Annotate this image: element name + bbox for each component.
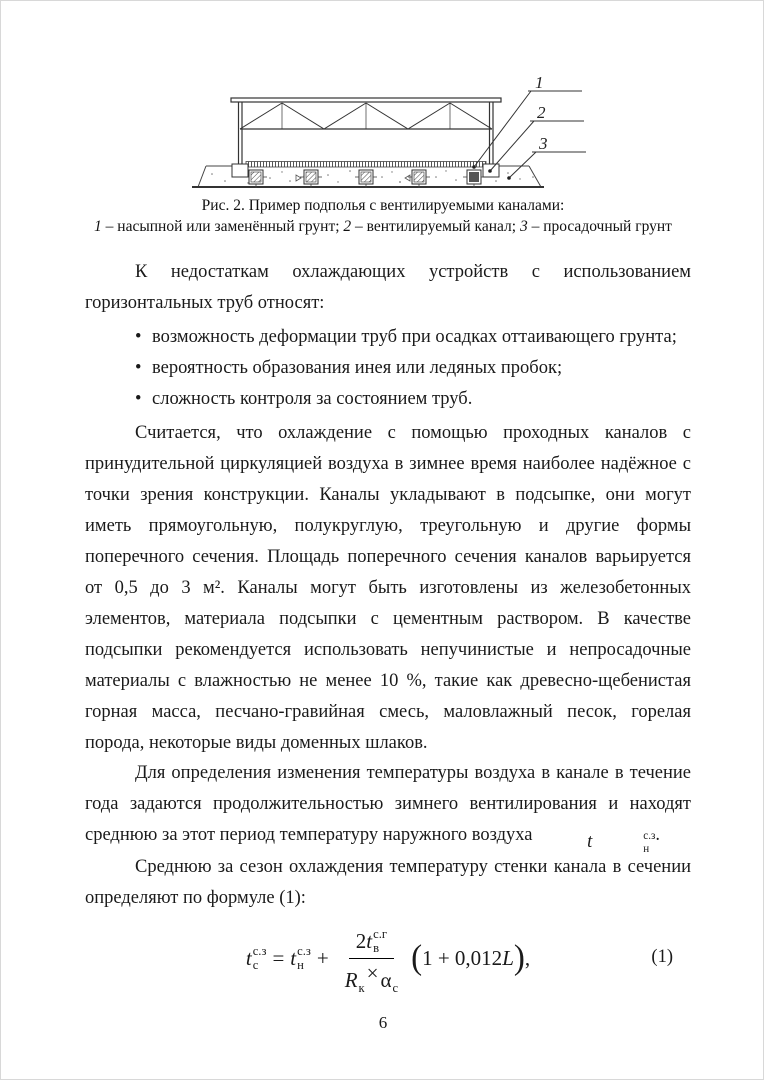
- list-item-text: сложность контроля за состоянием труб.: [152, 389, 473, 409]
- comma: ,: [524, 945, 531, 970]
- callout-label-2: 2: [537, 103, 546, 122]
- equation-number: (1): [651, 947, 673, 967]
- paragraph-temperature-tail: .: [655, 825, 660, 845]
- math-sub: н: [643, 842, 650, 855]
- math-sup: с.з: [252, 943, 267, 958]
- parenthetical-term: [411, 938, 531, 977]
- math-sup: с.г: [373, 926, 388, 941]
- equation-1: [85, 923, 691, 993]
- figure-caption-legend: [1, 217, 764, 238]
- list-item: [85, 384, 691, 415]
- figure-drawing: [178, 65, 588, 201]
- legend-text-2: – вентилируемый канал;: [351, 217, 520, 235]
- paragraph-drawbacks-intro: К недостаткам охлаждающих устройств с использованием горизонтальных труб относят:: [85, 262, 691, 313]
- legend-num-1: 1: [94, 217, 102, 235]
- callout-label-3: 3: [539, 134, 548, 153]
- math-base: t: [290, 945, 297, 970]
- variable-L: L: [502, 945, 514, 970]
- ventilation-channels: [245, 170, 485, 188]
- figure-caption: [1, 196, 764, 237]
- paragraph-temperature: [85, 758, 691, 858]
- page-number: 6: [378, 1013, 388, 1032]
- callout-3: [507, 134, 586, 180]
- figure-caption-title: Рис. 2. Пример подполья с вентилируемыми каналами:: [201, 197, 565, 214]
- list-item: [85, 322, 691, 353]
- callout-2: [488, 103, 584, 173]
- math-sub: в: [373, 941, 380, 956]
- channel: [300, 170, 322, 188]
- math-base: t: [366, 928, 373, 953]
- legend-num-3: 3: [519, 217, 528, 235]
- math-base: α: [380, 968, 392, 993]
- plus-sign: +: [316, 945, 329, 970]
- list-item: [85, 353, 691, 384]
- floor-slab: [246, 162, 486, 168]
- paragraph-channels: Считается, что охлаждение с помощью проходных каналов с принудительной циркуляцией воздуха в зимнее время наиболее надёжное с точки зрения конструкции. Каналы укладывают в подсыпке, они могут иметь прямоугольную, полукруглую, треугольную и другие формы поперечного сечения. Площадь поперечного сечения каналов варьируется от 0,5 до 3 м². Каналы могут быть изготовлены из железобетонных элементов, материала подсыпки с цементным раствором. В качестве подсыпки рекомендуется использовать непучинистые и непросадочные материалы с влажностью не менее 10 %, такие как древесно-щебенистая горная масса, песчано-гравийная смесь, маловлажный песок, горелая порода, некоторые виды доменных шлаков.: [85, 423, 691, 753]
- fraction: [338, 921, 405, 996]
- column-footing: [232, 164, 248, 177]
- debris-mark: [296, 175, 301, 181]
- paragraph-temperature-text: Для определения изменения температуры воздуха в канале в течение года задаются продолжительностью зимнего вентилирования и находят среднюю за этот период температуру наружного воздуха: [85, 763, 691, 845]
- math-sup: с.з: [297, 943, 311, 958]
- channel: [408, 170, 430, 188]
- bullet-icon: •: [135, 358, 142, 378]
- truss-web: [240, 103, 492, 129]
- legend-num-2: 2: [343, 217, 352, 235]
- paren-body: 1 + 0,012: [422, 945, 503, 970]
- bullet-icon: •: [135, 327, 142, 347]
- debris-mark: [405, 175, 410, 181]
- math-sub: н: [297, 958, 304, 972]
- math-sub: с: [252, 958, 259, 972]
- math-sub: с: [392, 980, 399, 995]
- math-sub: к: [358, 980, 365, 995]
- channel: [355, 170, 377, 188]
- right-column: [483, 102, 499, 177]
- times-sign: ×: [366, 960, 379, 985]
- open-paren: (: [411, 938, 423, 977]
- callout-label-1: 1: [535, 73, 544, 92]
- list-item-text: вероятность образования инея или ледяных пробок;: [152, 358, 563, 378]
- math-base: t: [587, 832, 593, 853]
- legend-text-1: – насыпной или заменённый грунт;: [101, 217, 344, 235]
- list-item-text: возможность деформации труб при осадках оттаивающего грунта;: [152, 327, 677, 347]
- channel: [463, 170, 485, 188]
- equals-sign: =: [272, 945, 285, 970]
- math-base: t: [245, 945, 252, 970]
- legend-text-3: – просадочный грунт: [527, 217, 672, 235]
- paragraph-formula-intro: Среднюю за сезон охлаждения температуру стенки канала в сечении определяют по формуле (1):: [85, 857, 691, 908]
- drawbacks-list: [85, 322, 691, 415]
- fraction-numerator: [349, 921, 394, 959]
- fraction-denominator: [338, 959, 405, 996]
- bullet-icon: •: [135, 389, 142, 409]
- coefficient: 2: [355, 928, 367, 953]
- left-column: [232, 102, 248, 177]
- close-paren: ): [513, 938, 525, 977]
- math-sup: с.з: [643, 829, 656, 842]
- truss-top-chord: [231, 98, 501, 102]
- ventilated-underfloor-diagram: [178, 65, 588, 201]
- math-lhs: [246, 944, 267, 973]
- math-base: R: [344, 968, 358, 993]
- math-rhs-term1: [290, 944, 311, 973]
